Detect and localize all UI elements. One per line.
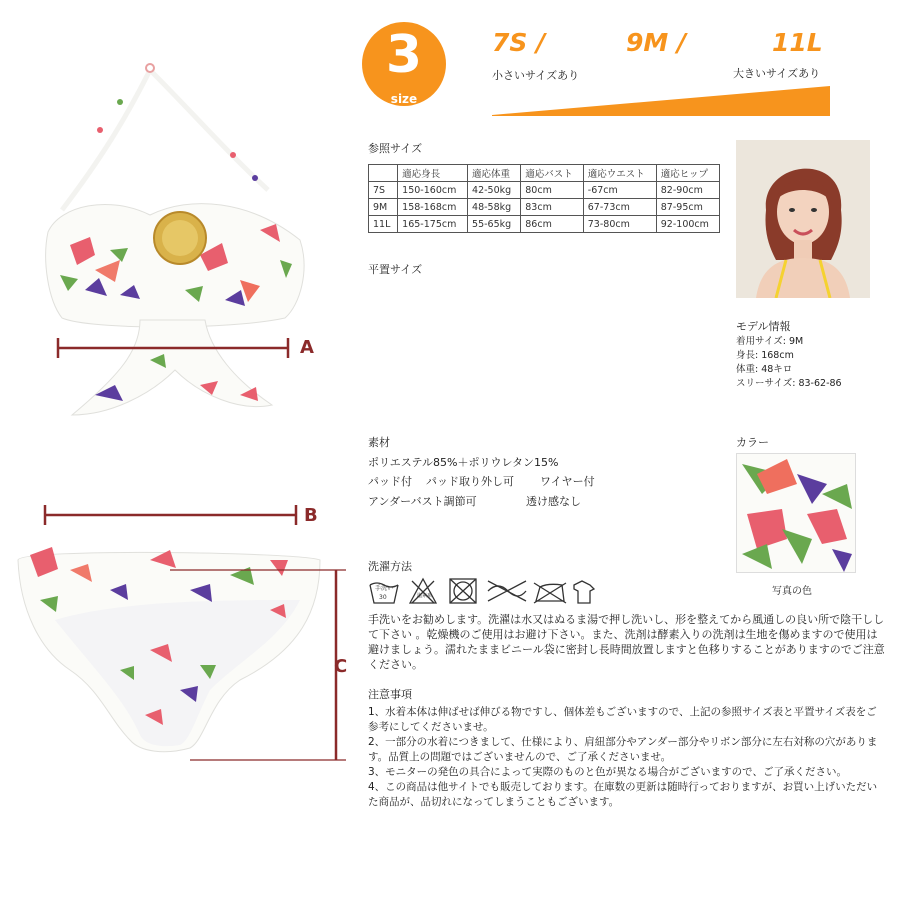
color-swatch <box>736 453 856 573</box>
note-item: 4、この商品は他サイトでも販売しております。在庫数の更新は随時行っておりますが、お買い上げいただいた商品が、品切れになってしまうこともございます。 <box>368 781 878 808</box>
table-cell: -67cm <box>583 182 656 199</box>
hand-wash-icon-text: 手洗い <box>375 585 394 592</box>
model-info-list <box>736 335 842 391</box>
size-count-number: 3 <box>385 25 423 85</box>
washing-instructions: 手洗いをお勧めします。洗濯は水又はぬるま湯で押し洗いし、形を整えてから風通しの良い所で陰干しして下さい 。乾燥機のご使用はお避け下さい。また、洗剤は酵素入りの洗剤は生地を傷めますので使用は避けましょう。濡れたままビニール袋に密封し長時間放置しますと色移りすることがありますのでご注意ください。 <box>368 613 885 671</box>
hand-wash-temp-text: 30 <box>379 594 387 601</box>
table-cell: 7S <box>369 182 398 199</box>
bleach-icon-text: 塩素系 <box>417 593 433 599</box>
table-cell: 87-95cm <box>656 199 719 216</box>
washing-icons <box>368 575 598 607</box>
table-cell: 73-80cm <box>583 216 656 233</box>
size-count-word: size <box>390 92 418 106</box>
material-feature: 透け感なし <box>526 495 581 508</box>
washing-title: 洗濯方法 <box>368 560 412 573</box>
lay-flat-dry-icon <box>574 581 594 603</box>
large-size-note: 大きいサイズあり <box>733 67 821 80</box>
color-caption: 写真の色 <box>772 586 812 597</box>
table-cell: 67-73cm <box>583 199 656 216</box>
material-feature: アンダーバスト調節可 <box>368 495 477 508</box>
table-header-cell: 適応体重 <box>468 165 521 182</box>
size-label-11l: 11L <box>772 28 823 57</box>
table-cell: 11L <box>369 216 398 233</box>
table-cell: 158-168cm <box>398 199 468 216</box>
table-cell: 9M <box>369 199 398 216</box>
material-title: 素材 <box>368 436 390 449</box>
color-title: カラー <box>736 436 769 449</box>
table-cell: 83cm <box>521 199 584 216</box>
model-info-title: モデル情報 <box>736 320 791 333</box>
product-illustration <box>0 0 350 900</box>
model-info-line: 体重: 48キロ <box>736 364 793 375</box>
notes-list <box>368 705 886 810</box>
table-cell: 92-100cm <box>656 216 719 233</box>
notes-title: 注意事項 <box>368 688 412 701</box>
halter-strap-right <box>150 70 268 190</box>
material-feature: ワイヤー付 <box>540 475 595 488</box>
note-item: 1、水着本体は伸ばせば伸びる物ですし、個体差もございますので、上記の参照サイズ表と平置サイズ表をご参考にしてくださいませ。 <box>368 706 877 733</box>
table-cell: 42-50kg <box>468 182 521 199</box>
table-header-cell: 適応身長 <box>398 165 468 182</box>
no-chlorine-bleach-icon <box>410 579 436 603</box>
table-cell: 82-90cm <box>656 182 719 199</box>
table-header-cell: 適応ヒップ <box>656 165 719 182</box>
model-info-line: 着用サイズ: 9M <box>736 336 804 347</box>
no-tumble-dry-icon <box>450 579 476 603</box>
size-label-9m: 9M / <box>626 28 687 57</box>
material-composition: ポリエステル85%＋ポリウレタン15% <box>368 456 559 469</box>
material-feature: パッド取り外し可 <box>426 475 514 488</box>
table-cell: 86cm <box>521 216 584 233</box>
size-table-title: 参照サイズ <box>368 142 423 155</box>
flat-size-title: 平置サイズ <box>368 263 423 276</box>
model-photo <box>736 140 870 298</box>
size-table <box>368 164 720 233</box>
no-wring-icon <box>488 581 526 601</box>
table-header-cell: 適応バスト <box>521 165 584 182</box>
table-cell: 165-175cm <box>398 216 468 233</box>
model-info-line: スリーサイズ: 83-62-86 <box>736 378 842 389</box>
material-feature: パッド付 <box>368 475 412 488</box>
ribbon-ties <box>72 320 272 415</box>
small-size-note: 小さいサイズあり <box>492 69 580 82</box>
table-cell: 80cm <box>521 182 584 199</box>
table-cell: 48-58kg <box>468 199 521 216</box>
table-cell: 55-65kg <box>468 216 521 233</box>
halter-strap-left <box>62 70 150 210</box>
size-count-badge <box>362 22 446 106</box>
size-ramp-wedge <box>492 86 830 116</box>
table-row <box>369 182 720 199</box>
note-item: 3、モニターの発色の具合によって実際のものと色が異なる場合がございますので、ご了承ください。 <box>368 766 847 778</box>
no-iron-icon <box>534 583 566 603</box>
table-row <box>369 216 720 233</box>
dimension-c-label: C <box>334 656 348 677</box>
table-row <box>369 199 720 216</box>
table-header-cell <box>369 165 398 182</box>
dimension-b-label: B <box>304 505 318 526</box>
model-info-line: 身長: 168cm <box>736 350 794 361</box>
table-header-row <box>369 165 720 182</box>
dimension-a-label: A <box>300 337 314 358</box>
size-label-7s: 7S / <box>492 28 546 57</box>
note-item: 2、一部分の水着につきまして、仕様により、肩紐部分やアンダー部分やリボン部分に左右対称の穴があります。品質上の問題ではございませんので、ご了承くださいませ。 <box>368 736 878 763</box>
table-cell: 150-160cm <box>398 182 468 199</box>
table-header-cell: 適応ウエスト <box>583 165 656 182</box>
